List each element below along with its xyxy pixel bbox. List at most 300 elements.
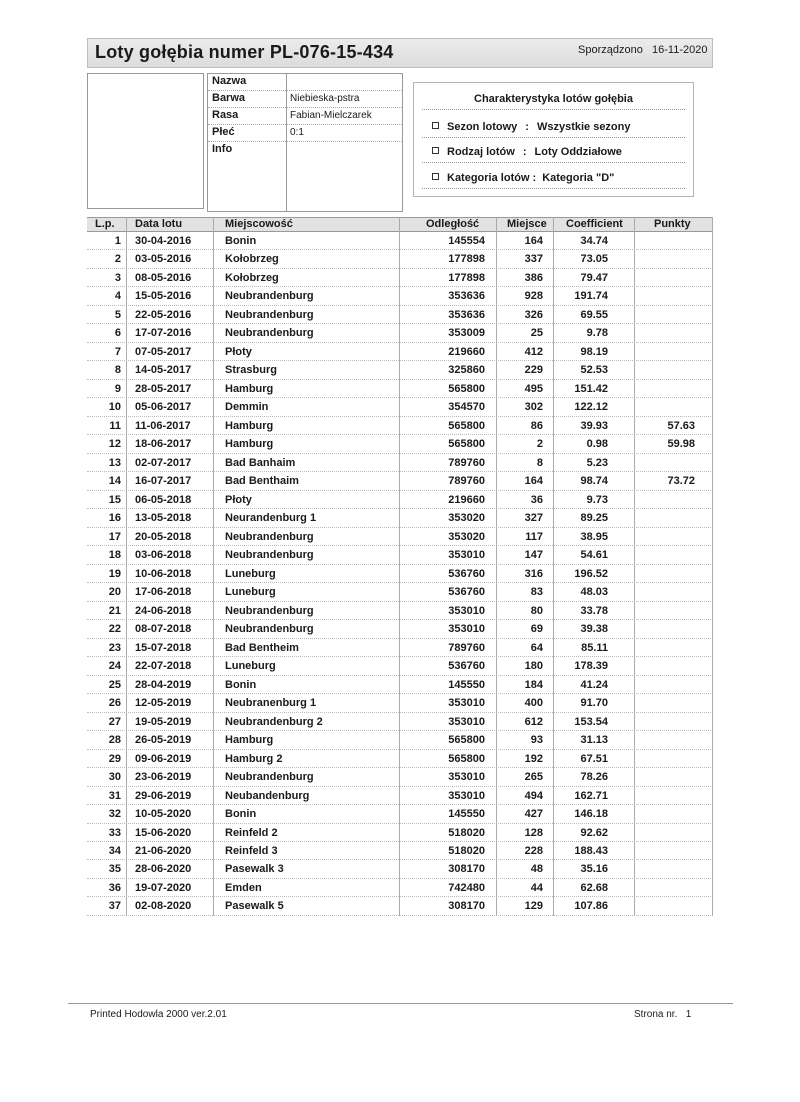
coefficient: 92.62: [580, 826, 608, 839]
position: 316: [524, 567, 543, 580]
column-header: Coefficient: [566, 218, 623, 230]
distance: 536760: [448, 567, 485, 580]
characteristic-value: Kategoria "D": [542, 172, 615, 184]
flight-date: 07-05-2017: [135, 345, 192, 358]
checkbox-icon: [432, 173, 439, 180]
position: 412: [524, 345, 543, 358]
distance: 742480: [448, 881, 485, 894]
location: Neubrandenburg: [225, 290, 314, 303]
table-row: [87, 583, 713, 601]
distance: 325860: [448, 364, 485, 377]
flight-date: 29-06-2019: [135, 789, 192, 802]
characteristic-label: Sezon lotowy: [447, 121, 518, 133]
location: Pasewalk 5: [225, 900, 284, 913]
characteristic-value: Wszystkie sezony: [536, 121, 631, 133]
position: 229: [524, 364, 543, 377]
location: Strasburg: [225, 364, 277, 377]
coefficient: 191.74: [574, 290, 608, 303]
position: 612: [524, 715, 543, 728]
coefficient: 9.78: [586, 327, 608, 340]
table-row: [87, 824, 713, 842]
coefficient: 38.95: [580, 530, 608, 543]
row-number: 30: [108, 771, 121, 784]
distance: 353010: [448, 697, 485, 710]
table-row: [87, 676, 713, 694]
table-row: [87, 879, 713, 897]
footer-divider: [68, 1003, 733, 1004]
distance: 536760: [448, 660, 485, 673]
table-row: [87, 380, 713, 398]
position: 427: [524, 808, 543, 821]
table-row: [87, 343, 713, 361]
flight-date: 22-05-2016: [135, 308, 192, 321]
location: Kołobrzeg: [225, 271, 279, 284]
row-number: 34: [108, 844, 121, 857]
coefficient: 9.73: [586, 493, 608, 506]
info-label: Płeć: [212, 126, 235, 138]
table-row: [87, 269, 713, 287]
location: Hamburg: [225, 382, 274, 395]
characteristic-label: Rodzaj lotów: [447, 146, 515, 158]
flight-date: 28-05-2017: [135, 382, 192, 395]
checkbox-icon: [432, 147, 439, 154]
flight-date: 11-06-2017: [135, 419, 191, 432]
characteristic-flight-type: Rodzaj lotów : Loty Oddziałowe: [432, 146, 622, 158]
coefficient: 122.12: [574, 401, 608, 414]
flight-date: 15-07-2018: [135, 641, 192, 654]
coefficient: 78.26: [580, 771, 608, 784]
position: 386: [524, 271, 543, 284]
position: 147: [524, 549, 543, 562]
table-row: [87, 472, 713, 490]
distance: 308170: [448, 863, 485, 876]
position: 164: [524, 475, 543, 488]
table-row: [87, 713, 713, 731]
location: Luneburg: [225, 660, 276, 673]
distance: 353009: [448, 327, 485, 340]
table-row: [87, 287, 713, 305]
info-row-info: [208, 142, 402, 158]
row-number: 14: [108, 475, 121, 488]
flight-date: 28-04-2019: [135, 678, 192, 691]
coefficient: 162.71: [574, 789, 608, 802]
row-number: 36: [108, 881, 121, 894]
characteristic-season: Sezon lotowy : Wszystkie sezony: [432, 121, 631, 133]
table-row: [87, 657, 713, 675]
distance: 145550: [448, 808, 485, 821]
row-number: 8: [114, 364, 121, 377]
table-row: [87, 361, 713, 379]
info-label: Info: [212, 143, 233, 155]
characteristics-title: Charakterystyka lotów gołębia: [474, 93, 633, 105]
location: Neubrandenburg: [225, 604, 314, 617]
row-number: 2: [114, 253, 121, 266]
table-row: [87, 454, 713, 472]
row-number: 16: [108, 512, 121, 525]
row-number: 35: [108, 863, 121, 876]
coefficient: 98.19: [580, 345, 608, 358]
position: 128: [524, 826, 543, 839]
characteristic-value: Loty Oddziałowe: [534, 146, 622, 158]
flight-date: 08-07-2018: [135, 623, 192, 636]
position: 83: [530, 586, 543, 599]
table-row: [87, 491, 713, 509]
distance: 177898: [448, 253, 485, 266]
page-number: 1: [685, 1009, 692, 1020]
position: 327: [524, 512, 543, 525]
location: Pasewalk 3: [225, 863, 284, 876]
position: 494: [524, 789, 543, 802]
row-number: 5: [114, 308, 121, 321]
table-row: [87, 398, 713, 416]
location: Bonin: [225, 235, 257, 247]
row-number: 32: [108, 808, 121, 821]
info-row-breed: [208, 108, 402, 125]
row-number: 13: [108, 456, 121, 469]
location: Neubrandenburg: [225, 549, 314, 562]
column-header: Data lotu: [135, 218, 183, 230]
distance: 353010: [448, 623, 485, 636]
prepared-date: 16-11-2020: [652, 44, 708, 56]
distance: 536760: [448, 586, 485, 599]
distance: 145554: [448, 235, 485, 247]
table-row: [87, 546, 713, 564]
info-label: Barwa: [212, 92, 246, 104]
location: Neubrandenburg: [225, 530, 314, 543]
divider: [422, 162, 685, 163]
flight-date: 30-04-2016: [135, 235, 192, 247]
row-number: 37: [108, 900, 121, 913]
table-row: [87, 232, 713, 250]
coefficient: 34.74: [580, 235, 608, 247]
flight-date: 05-06-2017: [135, 401, 192, 414]
position: 117: [525, 530, 543, 543]
row-number: 28: [108, 734, 121, 747]
page-label: Strona nr.: [634, 1009, 678, 1020]
column-header: Miejscowość: [225, 218, 293, 230]
row-number: 12: [108, 438, 121, 451]
position: 400: [524, 697, 543, 710]
flight-date: 12-05-2019: [135, 697, 192, 710]
position: 129: [524, 900, 543, 913]
flight-date: 10-05-2020: [135, 808, 192, 821]
distance: 353010: [448, 789, 485, 802]
coefficient: 178.39: [574, 660, 608, 673]
points: 57.63: [667, 419, 695, 432]
distance: 353010: [448, 604, 485, 617]
row-number: 17: [108, 530, 121, 543]
row-number: 21: [108, 604, 121, 617]
flight-date: 10-06-2018: [135, 567, 192, 580]
coefficient: 146.18: [574, 808, 608, 821]
distance: 353020: [448, 530, 485, 543]
row-number: 4: [114, 290, 121, 303]
table-row: [87, 528, 713, 546]
table-row: [87, 602, 713, 620]
characteristic-label: Kategoria lotów: [447, 172, 530, 184]
distance: 518020: [448, 844, 485, 857]
coefficient: 89.25: [580, 512, 608, 525]
coefficient: 196.52: [574, 567, 608, 580]
position: 495: [524, 382, 543, 395]
row-number: 1: [114, 235, 121, 247]
distance: 518020: [448, 826, 485, 839]
table-row: [87, 620, 713, 638]
position: 228: [524, 844, 543, 857]
points: 73.72: [667, 475, 695, 488]
flight-date: 28-06-2020: [135, 863, 192, 876]
divider: [422, 137, 685, 138]
column-header: Odległość: [426, 218, 480, 230]
position: 25: [530, 327, 543, 340]
position: 64: [530, 641, 543, 654]
info-label: Nazwa: [212, 75, 247, 87]
flight-date: 13-05-2018: [135, 512, 192, 525]
flight-date: 16-07-2017: [135, 475, 192, 488]
coefficient: 188.43: [574, 844, 608, 857]
distance: 789760: [448, 641, 485, 654]
distance: 565800: [448, 419, 485, 432]
distance: 565800: [448, 752, 485, 765]
info-row-sex: [208, 125, 402, 142]
flight-date: 23-06-2019: [135, 771, 192, 784]
location: Bad Bentheim: [225, 641, 299, 654]
table-row: [87, 324, 713, 342]
flights-table-body: [87, 232, 713, 916]
distance: 565800: [448, 382, 485, 395]
coefficient: 48.03: [580, 586, 608, 599]
location: Luneburg: [225, 586, 276, 599]
row-number: 9: [114, 382, 121, 395]
distance: 353010: [448, 771, 485, 784]
position: 302: [524, 401, 543, 414]
table-row: [87, 306, 713, 324]
position: 180: [524, 660, 543, 673]
table-row: [87, 417, 713, 435]
position: 86: [530, 419, 543, 432]
column-header: Punkty: [654, 218, 691, 230]
column-header: Miejsce: [507, 218, 547, 230]
info-value: Fabian-Mielczarek: [290, 110, 372, 121]
flight-date: 24-06-2018: [135, 604, 192, 617]
position: 184: [524, 678, 543, 691]
location: Hamburg: [225, 734, 274, 747]
position: 48: [530, 863, 543, 876]
distance: 177898: [448, 271, 485, 284]
location: Bonin: [225, 678, 257, 691]
row-number: 19: [108, 567, 121, 580]
divider: [422, 188, 685, 189]
flight-date: 17-06-2018: [135, 586, 192, 599]
coefficient: 39.38: [580, 623, 608, 636]
table-row: [87, 860, 713, 878]
table-row: [87, 435, 713, 453]
photo-box: [87, 73, 204, 209]
printed-by: Printed Hodowla 2000 ver.2.01: [90, 1009, 227, 1020]
coefficient: 33.78: [580, 604, 608, 617]
location: Bad Benthaim: [225, 475, 299, 488]
row-number: 22: [108, 623, 121, 636]
table-row: [87, 750, 713, 768]
flight-date: 17-07-2016: [135, 327, 192, 340]
location: Neubrandenburg: [225, 771, 314, 784]
location: Neubranenburg 1: [225, 697, 317, 710]
points: 59.98: [667, 438, 695, 451]
flight-date: 02-08-2020: [135, 900, 192, 913]
location: Płoty: [225, 345, 252, 358]
coefficient: 151.42: [574, 382, 608, 395]
coefficient: 69.55: [580, 308, 608, 321]
coefficient: 0.98: [586, 438, 608, 451]
table-row: [87, 731, 713, 749]
position: 928: [524, 290, 543, 303]
location: Kołobrzeg: [225, 253, 279, 266]
row-number: 33: [108, 826, 121, 839]
position: 80: [530, 604, 543, 617]
flight-date: 19-07-2020: [135, 881, 192, 894]
position: 36: [530, 493, 543, 506]
location: Hamburg 2: [225, 752, 283, 765]
coefficient: 73.05: [580, 253, 608, 266]
row-number: 18: [108, 549, 121, 562]
table-row: [87, 842, 713, 860]
row-number: 29: [108, 752, 121, 765]
info-value: 0:1: [290, 127, 304, 138]
position: 8: [536, 456, 543, 469]
distance: 308170: [448, 900, 485, 913]
location: Bad Banhaim: [225, 456, 296, 469]
flight-date: 20-05-2018: [135, 530, 192, 543]
table-row: [87, 897, 713, 915]
location: Neubrandenburg: [225, 623, 314, 636]
table-row: [87, 787, 713, 805]
coefficient: 91.70: [580, 697, 608, 710]
table-row: [87, 639, 713, 657]
coefficient: 54.61: [580, 549, 608, 562]
flight-date: 15-06-2020: [135, 826, 192, 839]
page-number-info: [634, 1009, 691, 1020]
location: Neurandenburg 1: [225, 512, 317, 525]
divider: [422, 109, 685, 110]
location: Emden: [225, 881, 262, 894]
row-number: 27: [108, 715, 121, 728]
info-row-name: [208, 74, 402, 91]
flight-date: 14-05-2017: [135, 364, 192, 377]
location: Hamburg: [225, 419, 274, 432]
row-number: 11: [109, 419, 121, 432]
coefficient: 98.74: [580, 475, 608, 488]
position: 192: [524, 752, 543, 765]
flight-date: 06-05-2018: [135, 493, 192, 506]
location: Płoty: [225, 493, 252, 506]
flight-date: 15-05-2016: [135, 290, 192, 303]
flight-date: 22-07-2018: [135, 660, 192, 673]
position: 2: [536, 438, 543, 451]
position: 164: [524, 235, 543, 247]
prepared-info: [578, 44, 707, 56]
distance: 789760: [448, 475, 485, 488]
table-row: [87, 768, 713, 786]
distance: 219660: [448, 493, 485, 506]
location: Neubrandenburg 2: [225, 715, 323, 728]
coefficient: 52.53: [580, 364, 608, 377]
distance: 354570: [448, 401, 485, 414]
row-number: 6: [114, 327, 121, 340]
coefficient: 41.24: [580, 678, 608, 691]
flight-date: 02-07-2017: [135, 456, 192, 469]
flight-date: 21-06-2020: [135, 844, 192, 857]
page-title: Loty gołębia numer PL-076-15-434: [95, 42, 394, 62]
position: 337: [524, 253, 543, 266]
location: Neubandenburg: [225, 789, 310, 802]
row-number: 31: [108, 789, 121, 802]
location: Neubrandenburg: [225, 327, 314, 340]
row-number: 15: [108, 493, 121, 506]
info-row-color: [208, 91, 402, 108]
row-number: 25: [108, 678, 121, 691]
prepared-label: Sporządzono: [578, 44, 643, 56]
coefficient: 5.23: [586, 456, 608, 469]
flight-date: 03-05-2016: [135, 253, 192, 266]
characteristic-category: Kategoria lotów : Kategoria "D": [432, 172, 614, 184]
info-label: Rasa: [212, 109, 239, 121]
table-row: [87, 250, 713, 268]
distance: 353636: [448, 308, 485, 321]
location: Bonin: [225, 808, 257, 821]
position: 326: [524, 308, 543, 321]
table-row: [87, 565, 713, 583]
column-header: L.p.: [95, 218, 115, 230]
row-number: 24: [108, 660, 121, 673]
position: 265: [524, 771, 543, 784]
flight-date: 19-05-2019: [135, 715, 192, 728]
flight-date: 03-06-2018: [135, 549, 192, 562]
flight-date: 08-05-2016: [135, 271, 192, 284]
row-number: 26: [108, 697, 121, 710]
location: Reinfeld 3: [225, 844, 278, 857]
distance: 219660: [448, 345, 485, 358]
flight-date: 26-05-2019: [135, 734, 192, 747]
coefficient: 67.51: [580, 752, 608, 765]
distance: 353010: [448, 715, 485, 728]
distance: 145550: [448, 678, 485, 691]
location: Luneburg: [225, 567, 276, 580]
row-number: 7: [114, 345, 121, 358]
coefficient: 31.13: [580, 734, 608, 747]
info-value: Niebieska-pstra: [290, 93, 360, 104]
distance: 353020: [448, 512, 485, 525]
coefficient: 85.11: [581, 641, 608, 654]
table-row: [87, 805, 713, 823]
location: Demmin: [225, 401, 269, 414]
row-number: 20: [108, 586, 121, 599]
pigeon-info-block: [207, 73, 403, 212]
flight-date: 18-06-2017: [135, 438, 192, 451]
characteristics-block: [413, 82, 694, 197]
row-number: 10: [108, 401, 121, 414]
distance: 565800: [448, 438, 485, 451]
coefficient: 39.93: [580, 419, 608, 432]
position: 93: [530, 734, 543, 747]
distance: 565800: [448, 734, 485, 747]
checkbox-icon: [432, 122, 439, 129]
location: Neubrandenburg: [225, 308, 314, 321]
row-number: 23: [108, 641, 121, 654]
coefficient: 79.47: [580, 271, 608, 284]
position: 69: [530, 623, 543, 636]
distance: 789760: [448, 456, 485, 469]
distance: 353636: [448, 290, 485, 303]
